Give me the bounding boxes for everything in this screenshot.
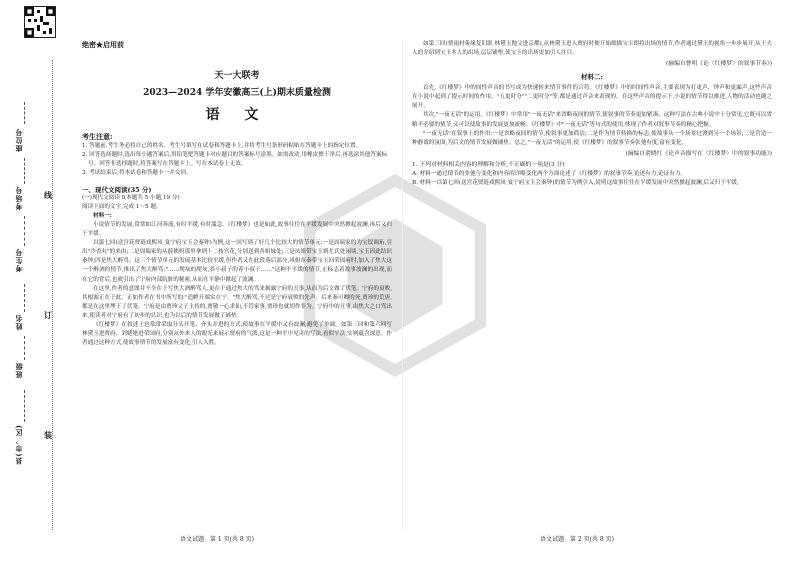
seat-line: [24, 102, 25, 124]
material-source: (摘编自曹明《论〈红楼梦〉的叙事节奏》): [666, 61, 772, 68]
cut-mark-line: 线: [44, 190, 52, 200]
material-paragraph: 其次,"一夜无话"的运用。《红楼梦》中常用"一夜无话"来省略夜间的情节,使叙事的节奏更加紧凑。这种写法在古典小说中十分常见,它既可以省略不必要的情节,又可以使故事的发展更加流畅。《红楼梦》中"一夜无话"等句式的使用,体现了作者对叙事节奏的精心把握。: [412, 112, 772, 128]
note-item: 1. 答题前,考生务必将自己的姓名、考生号填写在试卷和答题卡上,并将考生号条形码粘贴在答题卡上的指定位置。: [82, 143, 362, 149]
left-page: [82, 40, 392, 348]
footer-left: 语文试题 第 1 页(共 8 页): [180, 536, 254, 543]
material-paragraph: 在这里,作者的意图并不全在于写焦大酒醉骂人,更在于通过焦大的骂来揭露宁府的丑事,从而为后文做了伏笔。宁府的衰败,其根源正在于此。正如作者在书中所写的:"造衅开端实在宁。"焦大醉骂,不过是宁府衰败的先声。后来秦可卿的死,贾珍的荒唐,都是在这里埋下了伏笔。宁府是由贾珍父子主持的,贾敬一心求仙,不管家事,贾珍也就胡作非为。宁府中的丑事,由焦大之口骂出来,使读者对宁府有了初步的认识,也为以后的情节发展做了铺垫。: [82, 285, 392, 319]
secret-mark: 绝密★启用前: [82, 40, 124, 49]
page-divider: [402, 40, 403, 530]
reading-instruction: 阅读下面的文字,完成 1～5 题。: [82, 204, 162, 210]
cut-mark-pack: 装: [44, 430, 52, 440]
cut-marks: [42, 130, 56, 510]
material-paragraph: 以第七回(送宫花贾琏戏熙凤 宴宁府宝玉会秦钟)为例,这一回写到了好几个比较大的情节单元:一是周瑞家的为宝钗调珩,引出"冷香丸"的来由;二是周瑞家的从薛姨妈那里拿到十二枝宫花,分别送到各姐妹处;三是凤姐带宝玉到尤氏处闲谈,宝玉因此结识秦钟;四是焦大醉骂。这三个情节单元的发展基本比较平缓,但作者又在此段落后部分,风姐在秦带宝玉回荣国府时,加入了焦大这一个醉酒的情节,推出了焦大醉骂:"……爬灰的爬灰,养小叔子的养小叔子……"这种不平缓的情节,正标志着故事波澜的出现,而在它的背后,也就引出了宁府内部肮脏的秘密,从而在平静中掀起了波澜。: [82, 240, 392, 283]
material-paragraph: 如第三回(贾雨村夤缘复旧职 林黛玉抛父进京都),从林黛玉进入贾府时便开始细描宝玉即将出场的情节,作者通过黛玉的视角一步步展开,从王夫人的介绍到宝玉本人的出场,层层铺垫,使宝玉的出场更加引人注目。: [412, 41, 772, 57]
exam-room-label: 考场号: [14, 186, 23, 210]
school-line: [24, 390, 25, 422]
candidate-number-line: [24, 216, 25, 246]
footer-right: 语文试题 第 2 页(共 8 页): [540, 536, 614, 543]
material-label: 材料一:: [93, 213, 112, 219]
cut-line: [52, 60, 53, 530]
qr-code: [24, 6, 56, 38]
note-item: 2. 回答选择题时,选出每小题答案后,用铅笔把答题卡对应题目的答案标号涂黑。如需改动,用橡皮擦干净后,再选涂其他答案标号。回答非选择题时,将答案写在答题卡上。写在本试卷上无效。: [82, 152, 388, 167]
name-label: 姓名: [14, 314, 23, 330]
name-line: [24, 284, 25, 312]
right-page: [412, 40, 772, 188]
note-item: 3. 考试结束后,将本试卷和答题卡一并交回。: [82, 170, 192, 176]
section-title: 一、现代文阅读(35 分): [82, 186, 152, 194]
qr-code-icon: [25, 7, 55, 37]
exam-room-line: [24, 158, 25, 184]
material-paragraph: 首先,《红楼梦》中的间性声音的书写成为快速转来情节事件的合符。《红楼梦》中的时间性声音,主要表现为打更声、钟声和更漏声,这些声音在小说中起到了提示时间的作用。"五更时分""二更时分"等,都是通过声音来表现的。在这些声音的提示下,小说的情节得以推进,人物的活动也随之展开。: [412, 85, 772, 110]
material-source: (摘编自俞晓红《论声音描写在〈红楼梦〉中的叙事功能》): [625, 150, 772, 157]
subject-title: 语 文: [205, 107, 269, 123]
class-label: 班级: [14, 362, 23, 378]
material-paragraph: 小说情节的发展,常常如江河奔流,有时平缓,有时湍急。《红楼梦》也是如此,故事往往在平缓发展中突然掀起波澜,再后又归于平缓。: [82, 222, 392, 238]
school-label: 县(市、区): [14, 424, 23, 465]
seat-label: 座位号: [14, 128, 23, 152]
question-option: A. 材料一通过情节的张弛与变化和内容的详略变化两个方面论述了《红楼梦》的叙事节奏,论述有力,论证有力。: [412, 171, 687, 178]
material-paragraph: 《红楼梦》在叙述上也常常采取分头开笔、齐头并进的方式,使故事在平缓中又有波澜,避免了单调。如第三回和第六回写林黛玉进贾府、刘姥姥进荣国府,分别从外来人的眼光来展示贾府的气派,这是一种平中见奇的写法,看似平淡,实则蕴含深意。作者通过这种方式,使故事情节的发展富有变化,引人入胜。: [82, 322, 392, 347]
class-line: [24, 336, 25, 360]
material-paragraph: "一夜无话"在叙事上的作用:一是省略夜间的情节,使叙事更加简洁;二是作为情节转换的标志,使故事从一个场景过渡到另一个场景;三是营造一种静谧的氛围,为后文的情节发展做铺垫。总之,"一夜无话"的运用,使《红楼梦》的叙事节奏张弛有度,富有变化。: [412, 130, 772, 146]
subsection-title: (一)现代文阅读 Ⅰ(本题共 5 小题,19 分): [82, 195, 180, 201]
question-stem: 1. 下列对材料相关内容的理解和分析,不正确的一项是(3 分): [412, 161, 565, 168]
question-option: B. 材料一以第七回(送宫花贾琏戏熙凤 宴宁府宝玉会秦钟)的情节为例引入,说明这故事往往在平缓发展中突然掀起波澜,后又归于平缓。: [412, 180, 743, 187]
exam-organizer: 天一大联考: [214, 71, 260, 81]
exam-name: 2023—2024 学年安徽高三(上)期末质量检测: [143, 88, 331, 98]
binding-margin: [12, 100, 40, 540]
notes-title: 考生注意:: [82, 132, 113, 141]
candidate-number-label: 考生号: [14, 248, 23, 272]
cut-mark-bind: 订: [44, 310, 52, 320]
material-label: 材料二:: [581, 73, 603, 82]
